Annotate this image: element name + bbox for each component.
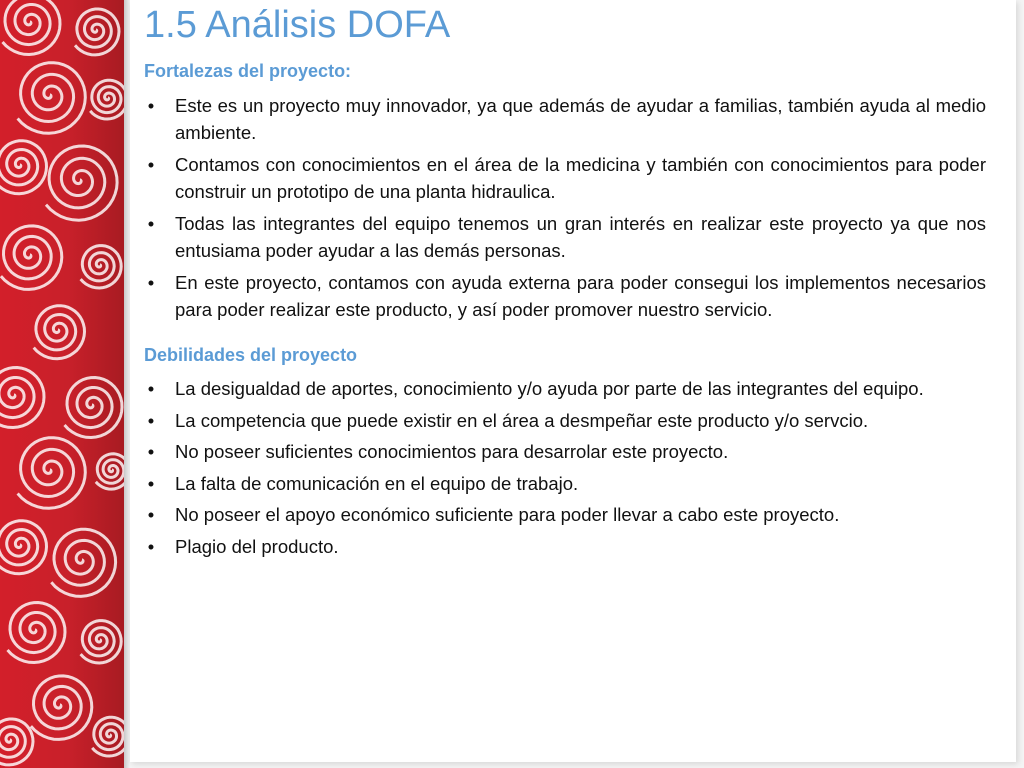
list-item-text: La competencia que puede existir en el área a desmpeñar este producto y/o servcio. [175,409,869,431]
spiral-shape [0,141,46,194]
spiral-shape [90,80,124,119]
list-item-text: Este es un proyecto muy innovador, ya que además de ayudar a familias, también ayuda al medio ambiente. [175,94,986,143]
decorative-spiral-band [0,0,124,768]
list-item-text: Todas las integrantes del equipo tenemos un gran interés en realizar este proyecto ya que nos entusiama poder ayudar a las demás personas. [175,212,986,261]
slide-content [144,54,986,564]
list-item [144,470,986,498]
bullet-icon: • [147,504,155,525]
spiral-shape [96,454,124,489]
spiral-shape [65,378,123,438]
bullet-icon: • [147,441,155,462]
list-item-text: Contamos con conocimientos en el área de la medicina y también con conocimientos para poder construir un prototipo de una planta hidraulica. [175,153,986,202]
spiral-shape [46,146,117,220]
bullet-icon: • [147,271,155,293]
spiral-shape [34,306,85,359]
slide-title: 1.5 Análisis DOFA [144,4,451,46]
spiral-shape [8,603,66,663]
spiral-shape [81,621,122,663]
spiral-shape [81,246,122,288]
bullet-icon: • [147,94,155,116]
list-item-text: Plagio del producto. [175,535,339,557]
list-item [144,533,986,561]
spiral-shape [1,226,62,290]
spiral-shape [18,63,86,134]
spiral-pattern-icon [0,0,124,768]
spiral-shape [0,719,33,765]
list-item [144,501,986,529]
spiral-shape [31,676,92,740]
list-item-text: La desigualdad de aportes, conocimiento y/o ayuda por parte de las integrantes del equipo. [175,378,924,399]
bullet-icon: • [147,378,155,399]
weaknesses-heading: Debilidades del proyecto [144,344,358,365]
list-item-text: En este proyecto, contamos con ayuda externa para poder consegui los implementos necesarios para poder realizar este producto, y así poder promover nuestro servicio. [175,271,986,320]
bullet-icon: • [147,535,155,557]
strengths-list [144,92,986,324]
bullet-icon: • [147,153,155,175]
spiral-shape [0,521,46,574]
list-item-text: No poseer el apoyo económico suficiente para poder llevar a cabo este proyecto. [175,504,840,525]
bullet-icon: • [147,409,155,431]
list-item [144,438,986,466]
weaknesses-list [144,375,986,560]
list-item-text: No poseer suficientes conocimientos para desarrolar este proyecto. [175,441,729,462]
spiral-shape [18,438,86,509]
list-item [144,375,986,403]
strengths-heading: Fortalezas del proyecto: [144,61,352,81]
spiral-shape [3,0,61,55]
spiral-shape [0,368,44,428]
spiral-shape [51,529,115,596]
spiral-shape [75,9,119,55]
slide [130,0,1016,762]
list-item-text: La falta de comunicación en el equipo de trabajo. [175,472,579,494]
bullet-icon: • [147,472,155,494]
list-item [144,407,986,435]
list-item [144,151,986,206]
bullet-icon: • [147,212,155,234]
list-item [144,92,986,147]
spiral-shape [92,717,124,756]
list-item [144,269,986,324]
list-item [144,210,986,265]
